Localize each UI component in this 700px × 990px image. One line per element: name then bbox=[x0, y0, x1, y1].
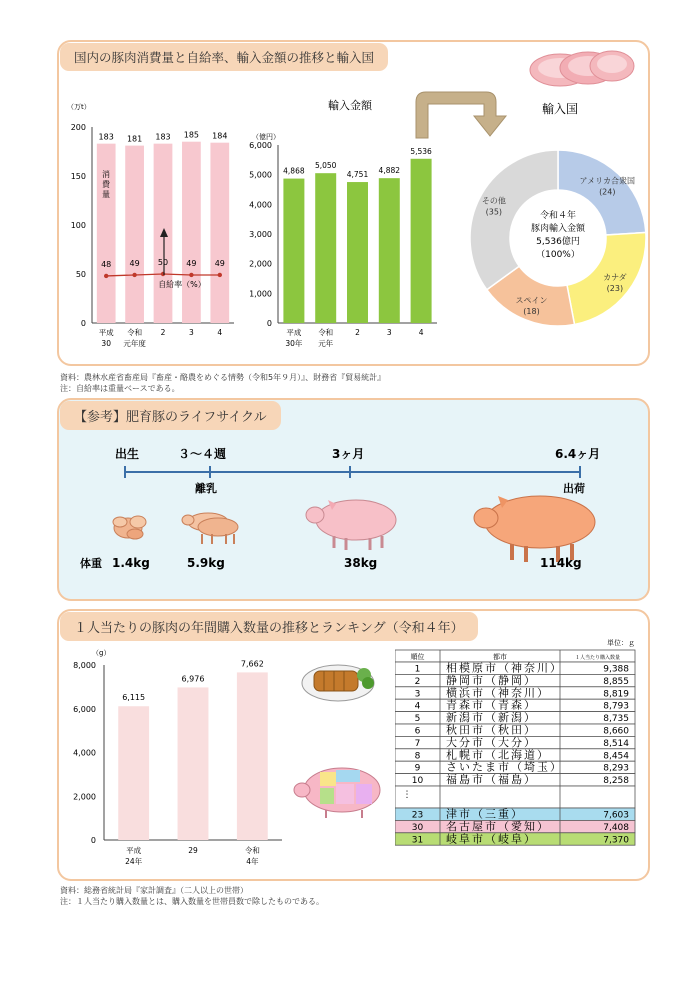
table-row-value-5: 8,660 bbox=[603, 726, 629, 737]
table-row-rank-0: 1 bbox=[414, 664, 421, 675]
table-highlight-row-value-2: 7,370 bbox=[603, 835, 629, 846]
tonkatsu-illustration bbox=[300, 655, 380, 705]
x-tick-4: 4 bbox=[217, 328, 223, 337]
x-tick-3: 3 bbox=[189, 328, 194, 337]
table-row-rank-7: 8 bbox=[414, 751, 421, 762]
bar-1 bbox=[178, 687, 209, 840]
pork-cuts-illustration bbox=[290, 760, 385, 820]
y-tick-3: 6,000 bbox=[73, 704, 96, 714]
y-tick-0: 0 bbox=[90, 836, 96, 845]
table-row-rank-2: 3 bbox=[414, 689, 421, 700]
stage-label-0: 出生 bbox=[115, 447, 140, 461]
x-tick-1: 令和元年度 bbox=[123, 328, 146, 348]
slice-name-0: アメリカ合衆国 bbox=[579, 176, 636, 186]
table-row-city-7: 札幌市（北海道） bbox=[446, 748, 550, 762]
bar-label-2: 183 bbox=[155, 132, 171, 142]
stage-weight-2: 38kg bbox=[344, 556, 378, 570]
table-row-rank-6: 7 bbox=[414, 738, 421, 749]
table-row-rank-9: 10 bbox=[411, 776, 424, 787]
donut-center-3: （100%） bbox=[536, 250, 580, 260]
line-point-4 bbox=[218, 273, 222, 277]
bar-label-3: 4,882 bbox=[378, 166, 401, 176]
bar-label-1: 181 bbox=[126, 134, 143, 144]
x-tick-2: 令和 4年 bbox=[244, 846, 260, 866]
consumption-unit: （万t） bbox=[67, 103, 91, 111]
table-row-rank-8: 9 bbox=[414, 763, 421, 774]
x-tick-4: 4 bbox=[418, 328, 424, 337]
import-value-unit: （億円） bbox=[252, 133, 280, 141]
table-row-value-4: 8,735 bbox=[603, 714, 629, 725]
line-label-0: 48 bbox=[101, 259, 112, 269]
slice-value-2: (18) bbox=[523, 306, 540, 316]
table-header-city: 都市 bbox=[493, 653, 507, 661]
y-tick-1: 2,000 bbox=[73, 792, 96, 802]
y-tick-1: 50 bbox=[75, 270, 86, 279]
y-tick-2: 4,000 bbox=[73, 748, 96, 758]
table-row-value-3: 8,793 bbox=[603, 701, 629, 712]
table-highlight-row-value-0: 7,603 bbox=[603, 810, 629, 821]
table-row-rank-5: 6 bbox=[414, 726, 421, 737]
x-tick-0: 平成 30 bbox=[98, 328, 114, 348]
bar-1 bbox=[315, 173, 336, 323]
slice-name-1: カナダ bbox=[603, 273, 627, 283]
import-value-title: 輸入金額 bbox=[328, 99, 372, 112]
table-highlight-row-rank-2: 31 bbox=[411, 835, 424, 846]
bar-1 bbox=[125, 146, 144, 323]
table-highlight-row-rank-0: 23 bbox=[411, 810, 424, 821]
bar-label-3: 185 bbox=[183, 130, 200, 140]
consumption-label-char: 消 bbox=[102, 170, 110, 179]
x-tick-1: 令和元年 bbox=[318, 328, 334, 348]
bar-label-2: 4,751 bbox=[346, 170, 369, 180]
bar-2 bbox=[237, 672, 268, 840]
table-row-value-9: 8,258 bbox=[603, 776, 629, 787]
bar-3 bbox=[379, 178, 400, 323]
line-point-0 bbox=[104, 274, 108, 278]
weight-label: 体重 bbox=[80, 557, 102, 570]
y-tick-3: 150 bbox=[70, 172, 86, 181]
bar-2 bbox=[347, 182, 368, 323]
slice-value-0: (24) bbox=[599, 187, 616, 197]
line-label-3: 49 bbox=[186, 258, 197, 268]
line-label-4: 49 bbox=[214, 258, 225, 268]
y-tick-6: 6,000 bbox=[249, 141, 272, 150]
stage-label-3: 6.4ヶ月 bbox=[555, 447, 601, 461]
table-row-value-2: 8,819 bbox=[603, 689, 629, 700]
x-tick-1: 29 bbox=[188, 846, 198, 855]
table-row-rank-4: 5 bbox=[414, 714, 421, 725]
weaned-piglets-icon bbox=[182, 513, 238, 544]
section1-title: 国内の豚肉消費量と自給率、輸入金額の推移と輸入国 bbox=[60, 43, 388, 71]
purchase-chart bbox=[62, 645, 292, 875]
table-row-value-8: 8,293 bbox=[603, 763, 629, 774]
pork-meat-illustration bbox=[520, 42, 638, 92]
y-tick-0: 0 bbox=[266, 319, 272, 328]
section3-source: 資料：総務省統計局『家計調査』（二人以上の世帯） bbox=[60, 886, 248, 895]
y-tick-3: 3,000 bbox=[249, 230, 272, 239]
stage-weight-3: 114kg bbox=[540, 556, 582, 570]
line-point-3 bbox=[189, 273, 193, 277]
stage-sub-3: 出荷 bbox=[563, 482, 585, 495]
slice-name-3: その他 bbox=[481, 196, 506, 206]
piglets-icon bbox=[113, 516, 146, 539]
selfsufficiency-label: 自給率（%） bbox=[158, 280, 206, 289]
table-row-value-0: 9,388 bbox=[603, 664, 629, 675]
y-tick-2: 100 bbox=[70, 221, 86, 230]
donut-center-0: 令和４年 bbox=[539, 211, 577, 221]
x-tick-0: 平成 24年 bbox=[125, 846, 143, 866]
x-tick-3: 3 bbox=[386, 328, 392, 337]
table-highlight-row-city-0: 津市（三重） bbox=[446, 807, 524, 821]
bar-label-1: 6,976 bbox=[181, 674, 205, 684]
x-tick-2: 2 bbox=[160, 328, 166, 337]
table-highlight-row-value-1: 7,408 bbox=[603, 822, 629, 833]
consumption-chart bbox=[62, 95, 242, 360]
donut-center-1: 豚肉輸入金額 bbox=[530, 224, 586, 234]
consumption-label-char: 量 bbox=[102, 190, 110, 199]
bar-label-4: 5,536 bbox=[410, 146, 432, 156]
donut-center-2: 5,536億円 bbox=[536, 237, 580, 247]
y-tick-4: 4,000 bbox=[249, 200, 272, 210]
table-row-city-2: 横浜市（神奈川） bbox=[446, 686, 550, 700]
section3-note: 注：１人当たり購入数量とは、購入数量を世帯員数で除したものである。 bbox=[60, 897, 324, 906]
table-unit: 単位：ｇ bbox=[607, 639, 635, 647]
bar-label-0: 4,868 bbox=[283, 166, 305, 176]
import-country-title: 輸入国 bbox=[541, 102, 579, 116]
table-row-value-7: 8,454 bbox=[603, 751, 629, 762]
table-row-city-9: 福島市（福島） bbox=[446, 773, 537, 787]
table-row-city-0: 相模原市（神奈川） bbox=[446, 661, 563, 675]
bar-label-2: 7,662 bbox=[240, 659, 264, 669]
ranking-table bbox=[395, 636, 640, 876]
stage-sub-1: 離乳 bbox=[195, 482, 217, 495]
market-pig-icon bbox=[474, 496, 595, 562]
purchase-unit: （g） bbox=[92, 649, 111, 657]
table-header-value: １人当たり購入数量 bbox=[574, 655, 621, 661]
bar-0 bbox=[118, 706, 149, 840]
table-row-city-4: 新潟市（新潟） bbox=[446, 711, 537, 725]
bar-4 bbox=[210, 143, 229, 323]
y-tick-2: 2,000 bbox=[249, 259, 272, 269]
bar-label-4: 184 bbox=[212, 131, 228, 141]
section3-title: １人当たりの豚肉の年間購入数量の推移とランキング（令和４年） bbox=[60, 612, 478, 641]
line-label-2: 50 bbox=[157, 258, 169, 267]
x-tick-2: 2 bbox=[355, 328, 360, 337]
table-row-city-1: 静岡市（静岡） bbox=[446, 673, 537, 687]
slice-value-3: (35) bbox=[485, 207, 503, 217]
growing-pig-icon bbox=[306, 500, 396, 550]
table-row-city-3: 青森市（青森） bbox=[446, 698, 537, 712]
table-header-rank: 順位 bbox=[410, 653, 425, 661]
section1-source: 資料：農林水産省畜産局『畜産・酪農をめぐる情勢（令和5年９月）』、財務省『貿易統計』 bbox=[60, 373, 386, 382]
stage-label-1: ３～４週 bbox=[178, 447, 227, 461]
bar-0 bbox=[283, 179, 304, 323]
section2-title: 【参考】肥育豚のライフサイクル bbox=[60, 401, 281, 430]
table-highlight-row-city-1: 名古屋市（愛知） bbox=[446, 819, 550, 833]
y-tick-4: 8,000 bbox=[73, 661, 96, 670]
table-row-value-6: 8,514 bbox=[603, 738, 629, 749]
table-highlight-row-rank-1: 30 bbox=[411, 822, 424, 833]
bar-label-0: 183 bbox=[98, 132, 114, 142]
bar-label-0: 6,115 bbox=[122, 693, 146, 703]
slice-value-1: (23) bbox=[606, 284, 624, 294]
table-highlight-row-city-2: 岐阜市（岐阜） bbox=[446, 832, 537, 846]
bar-3 bbox=[182, 142, 201, 323]
table-row-rank-1: 2 bbox=[414, 676, 421, 687]
stage-label-2: 3ヶ月 bbox=[332, 447, 365, 461]
consumption-label-char: 費 bbox=[102, 180, 110, 189]
section1-note: 注：自給率は重量ベースである。 bbox=[60, 384, 180, 393]
y-tick-5: 5,000 bbox=[249, 170, 272, 180]
slice-name-2: スペイン bbox=[515, 295, 548, 305]
table-row-city-5: 秋田市（秋田） bbox=[446, 723, 537, 737]
stage-weight-1: 5.9kg bbox=[187, 556, 225, 570]
table-ellipsis-row bbox=[395, 786, 635, 808]
table-row-rank-3: 4 bbox=[414, 701, 421, 712]
y-tick-0: 0 bbox=[80, 319, 86, 328]
line-label-1: 49 bbox=[129, 258, 140, 268]
y-tick-1: 1,000 bbox=[249, 289, 272, 299]
bar-label-1: 5,050 bbox=[314, 161, 337, 171]
x-tick-0: 平成 30年 bbox=[285, 328, 303, 348]
lifecycle-diagram bbox=[60, 430, 648, 598]
import-country-chart bbox=[448, 95, 648, 330]
table-row-value-1: 8,855 bbox=[603, 676, 629, 687]
table-ellipsis: ⋮ bbox=[402, 790, 412, 800]
stage-weight-0: 1.4kg bbox=[112, 556, 150, 570]
line-point-1 bbox=[132, 273, 136, 277]
table-row-city-8: さいたま市（埼玉） bbox=[446, 760, 563, 774]
table-row-city-6: 大分市（大分） bbox=[446, 735, 537, 749]
y-tick-4: 200 bbox=[70, 123, 86, 132]
bar-4 bbox=[411, 159, 432, 323]
